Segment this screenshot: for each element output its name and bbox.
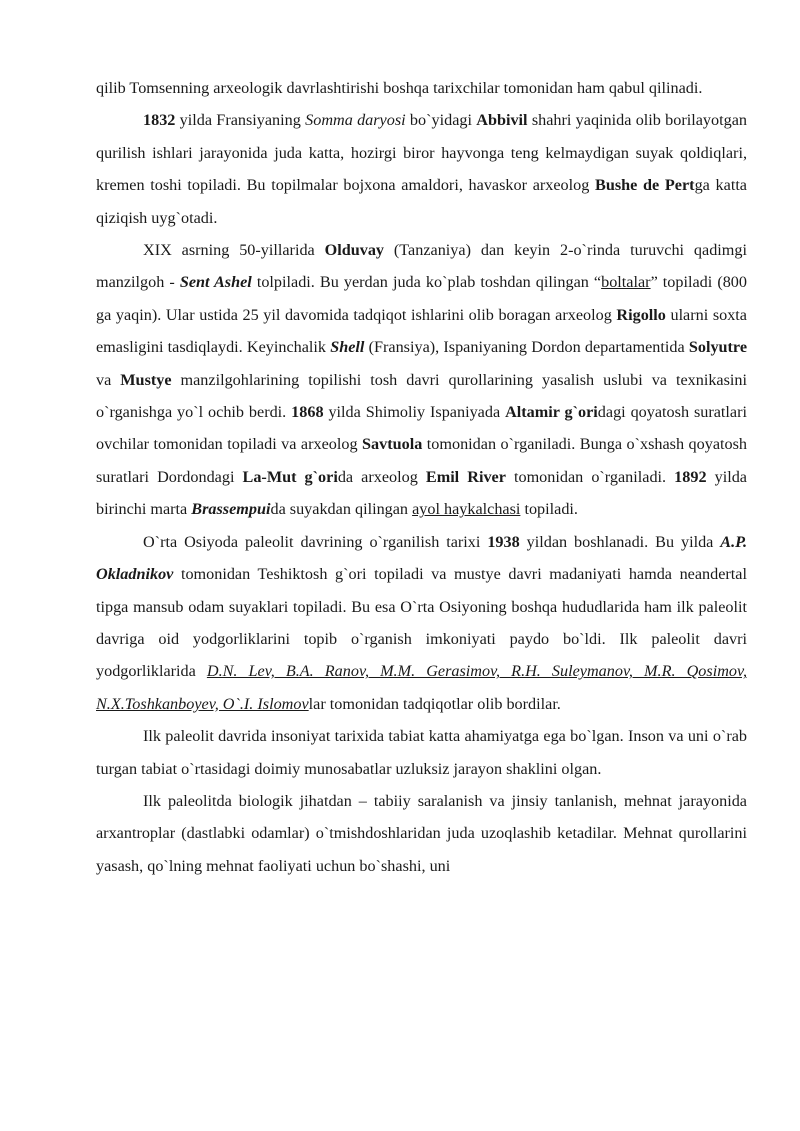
text-run: shahri yaqinida olib borilayotgan qurilish ishlari jarayonida juda katta, hozirgi biror hayvonga teng kelmaydigan suyak qoldiqlari, kremen toshi topiladi. Bu topilmalar bojxona amaldori, havaskor arxeolog (96, 111, 747, 195)
body-paragraph (96, 234, 747, 526)
text-run: dagi qoyatosh suratlari ovchilar tomonidan topiladi va arxeolog (96, 403, 747, 454)
text-run: va (96, 370, 121, 389)
body-paragraph (96, 720, 747, 785)
bold-term: 1868 (291, 403, 324, 422)
bold-term: Sent Ashel (179, 273, 252, 292)
body-paragraph (96, 785, 747, 882)
bold-term: Olduvay (324, 241, 385, 260)
text-run: topiladi. (520, 500, 578, 519)
text-run: O`rta Osiyoda paleolit davrining o`rganilish tarixi (143, 532, 488, 551)
text-run: yilda birinchi marta (96, 467, 747, 519)
text-run: (Tanzaniya) dan keyin 2-o`rinda turuvchi qadimgi manzilgoh - (96, 241, 747, 292)
text-run: XIX asrning 50-yillarida (143, 241, 325, 260)
underlined-term: ayol haykalchasi (412, 500, 521, 519)
text-run: da arxeolog (337, 467, 426, 486)
text-run: (Fransiya), Ispaniyaning Dordon departamentida (364, 338, 689, 357)
text-run: tomonidan o`rganiladi. (505, 467, 675, 486)
text-run: Ilk paleolit davrida insoniyat tarixida tabiat katta ahamiyatga ega bo`lgan. Inson va uni o`rab turgan tabiat o`rtasidagi doimiy munosabatlar uzluksiz jarayon shaklini olgan. (96, 727, 747, 778)
bold-term: A.P. Okladnikov (96, 532, 747, 584)
text-run: ” topiladi (800 ga yaqin). Ular ustida 25 yil davomida tadqiqot ishlarini olib boragan arxeolog (96, 273, 747, 324)
bold-term: La-Mut g`ori (242, 467, 338, 486)
text-run: da suyakdan qilingan (270, 500, 413, 519)
bold-term: Bushe de Pert (595, 176, 695, 195)
bold-term: Mustye (120, 370, 172, 389)
body-paragraph (96, 104, 747, 234)
bold-term: Brassempui (191, 500, 271, 519)
bold-term: Emil River (425, 467, 506, 486)
text-run: yildan boshlanadi. Bu yilda (519, 532, 721, 551)
bold-term: 1832 (143, 111, 176, 130)
bold-term: Savtuola (362, 435, 423, 454)
body-paragraph (96, 72, 747, 104)
bold-term: Shell (330, 338, 365, 357)
bold-term: Abbivil (476, 111, 528, 130)
text-run: ga katta qiziqish uyg`otadi. (96, 176, 747, 227)
bold-term: 1892 (674, 467, 707, 486)
text-run: yilda Shimoliy Ispaniyada (323, 403, 506, 422)
text-run: tomonidan Teshiktosh g`ori topiladi va mustye davri madaniyati hamda neandertal tipga mansub odam suyaklari topiladi. Bu esa O`rta Osiyoning boshqa hududlarida ham ilk paleolit davriga oid yodgorliklarini topib o`rganish imkoniyati paydo bo`ldi. Ilk paleolit davri yodgorliklarida (96, 565, 747, 681)
bold-term: Altamir g`ori (505, 403, 598, 422)
bold-term: Solyutre (688, 338, 748, 357)
underlined-term: boltalar (601, 273, 651, 292)
text-run: tolpiladi. Bu yerdan juda ko`plab toshdan qilingan “ (251, 273, 602, 292)
bold-term: Rigollo (616, 305, 666, 324)
text-run: Ilk paleolitda biologik jihatdan – tabiiy saralanish va jinsiy tanlanish, mehnat jarayonida arxantroplar (dastlabki odamlar) o`tmishdoshlaridan juda uzoqlashib ketadilar. Mehnat qurollarini yasash, qo`lning mehnat faoliyati uchun bo`shashi, uni (96, 791, 747, 875)
document-page (96, 72, 747, 882)
underlined-term: D.N. Lev, B.A. Ranov, M.M. Gerasimov, R.H. Suleymanov, M.R. Qosimov, N.X.Toshkanboyev, O`.I. Islomov (96, 662, 748, 713)
italic-term: Somma daryosi (305, 111, 406, 130)
text-run: qilib Tomsenning arxeologik davrlashtirishi boshqa tarixchilar tomonidan ham qabul qilinadi. (96, 79, 703, 97)
text-run: yilda Fransiyaning (175, 111, 306, 130)
text-run: tomonidan o`rganiladi. Bunga o`xshash qoyatosh suratlari Dordondagi (96, 435, 747, 486)
text-run: ularni soxta emasligini tasdiqlaydi. Keyinchalik (96, 305, 747, 357)
bold-term: 1938 (487, 532, 520, 551)
text-run: bo`yidagi (405, 111, 477, 130)
body-paragraph (96, 526, 747, 720)
text-run: lar tomonidan tadqiqotlar olib bordilar. (308, 694, 561, 713)
text-run: manzilgohlarining topilishi tosh davri qurollarining yasalish uslubi va texnikasini o`rganishga yo`l ochib berdi. (96, 370, 747, 422)
